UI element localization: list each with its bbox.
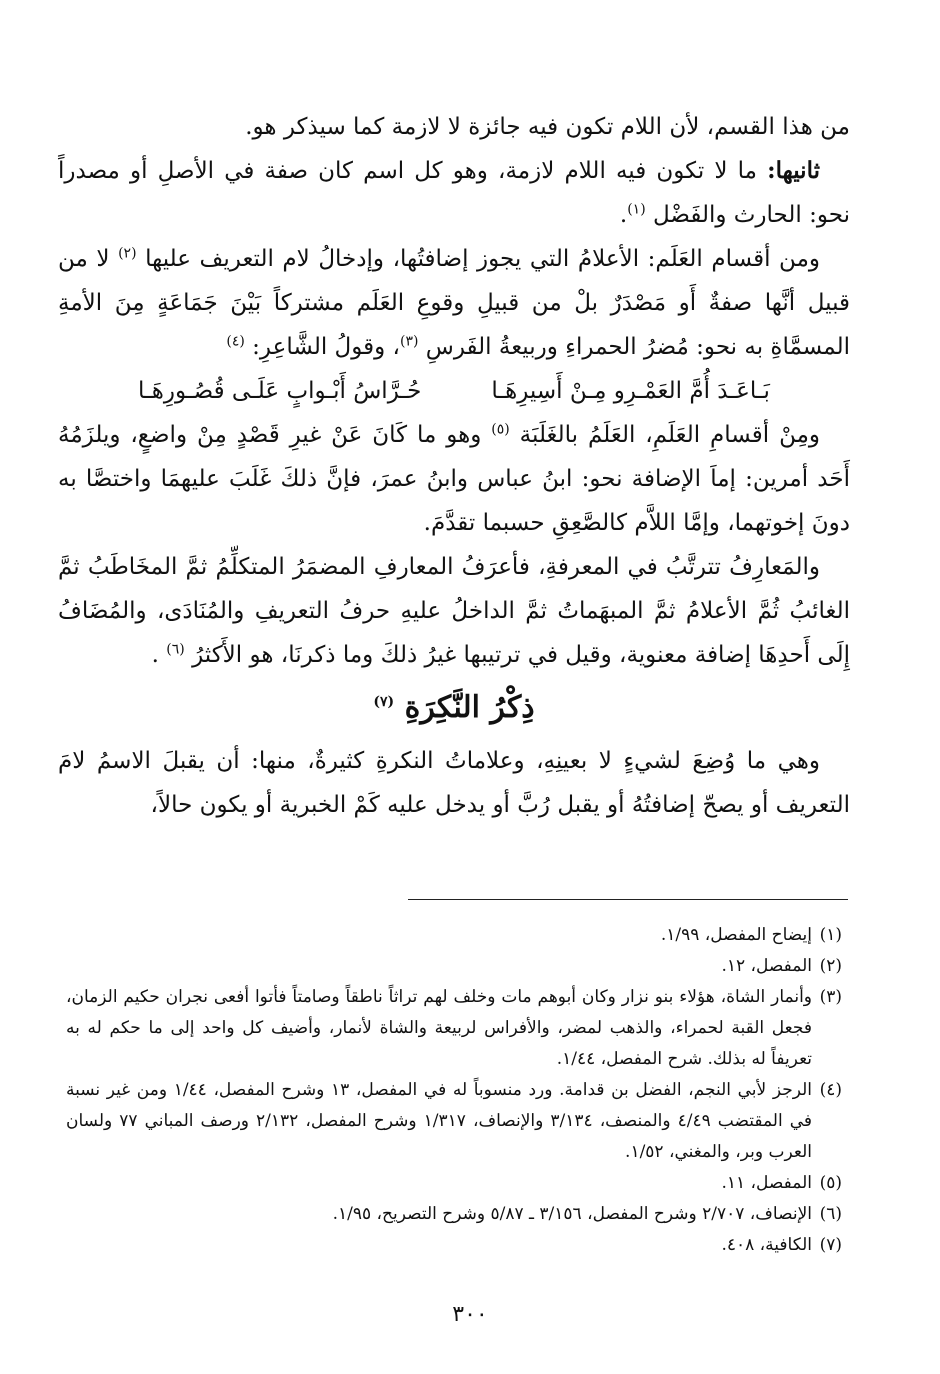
footnote-text: وأنمار الشاة، هؤلاء بنو نزار وكان أبوهم مات وخلف لهم تراثاً ناطقاً وصامتاً فأتوا أفعى نجران حكيم الزمان، فجعل القبة لحمراء، والذهب لمضر، والأفراس لربيعة والشاة لأنمار، وأضيف كل واحد إلى ما حكم له به تعريفاً له بذلك. شرح المفصل، ١/٤٤. bbox=[66, 987, 812, 1069]
footnote-text: الكافية، ٤٠٨. bbox=[721, 1235, 812, 1255]
section-heading bbox=[58, 677, 850, 739]
footnote-ref-5: (٥) bbox=[491, 421, 510, 438]
footnote-ref-3: (٣) bbox=[399, 333, 419, 350]
footnote-number: (٥) bbox=[819, 1173, 842, 1193]
paragraph-1 bbox=[58, 105, 850, 149]
footnotes bbox=[66, 920, 842, 1261]
paragraph-3-text-a: ومن أقسام العَلَم: الأعلامُ التي يجوز إضافتُها، وإدخالُ لام التعريف عليها bbox=[145, 246, 820, 272]
footnote-number: (٧) bbox=[819, 1235, 842, 1255]
paragraph-5-end: . bbox=[151, 642, 159, 668]
page-number: ٣٠٠ bbox=[452, 1302, 488, 1327]
verse-first-hemistich: بَـاعَـدَ أُمَّ العَمْـرِو مِـنْ أَسِيرِهَـا bbox=[491, 378, 770, 404]
paragraph-6 bbox=[58, 739, 850, 827]
paragraph-3 bbox=[58, 237, 850, 369]
footnote-5 bbox=[66, 1168, 842, 1199]
paragraph-4 bbox=[58, 413, 850, 545]
footnote-ref-2: (٢) bbox=[118, 245, 137, 262]
paragraph-3-text-c: ، وقولُ الشَّاعِرِ: bbox=[252, 334, 400, 360]
footnote-ref-7: (٧) bbox=[373, 694, 395, 710]
footnote-number: (٦) bbox=[819, 1204, 842, 1224]
footnote-3 bbox=[66, 982, 842, 1075]
footnote-number: (٢) bbox=[819, 956, 842, 976]
paragraph-6-text: وهي ما وُضِعَ لشيءٍ لا بعينِهِ، وعلاماتُ النكرةِ كثيرةٌ، منها: أن يقبلَ الاسمُ لامَ التعريف أو يصحّ إضافتُهُ أو يقبل رُبَّ أو يدخل عليه كَمْ الخبرية أو يكون حالاً، bbox=[58, 748, 850, 818]
paragraph-2-text: ما لا تكون فيه اللام لازمة، وهو كل اسم كان صفة في الأصلِ أو مصدراً نحو: الحارث والفَضْل bbox=[58, 158, 850, 228]
verse-second-hemistich: حُـرَّاسُ أَبْـوابٍ عَلَـى قُصُـورِهَـا bbox=[138, 378, 422, 404]
footnote-text: الإنصاف، ٢/٧٠٧ وشرح المفصل، ٣/١٥٦ ـ ٥/٨٧ وشرح التصريح، ١/٩٥. bbox=[332, 1204, 812, 1224]
footnote-number: (٣) bbox=[819, 987, 842, 1007]
paragraph-5-text: والمَعارِفُ تترتَّبُ في المعرفةِ، فأعرَفُ المعارفِ المضمَرُ المتكلِّمُ ثمَّ المخَاطَبُ ثمَّ الغائبُ ثُمَّ الأعلامُ ثمَّ المبهَماتُ ثمَّ الداخلُ عليهِ حرفُ التعريفِ والمُنَادَى، والمُضَافُ إِلَى أَحدِهَا إضافة معنوية، وقيل في ترتيبها غيرُ ذلكَ وما ذكرنَا، هو الأَكثرُ bbox=[58, 554, 850, 668]
footnote-text: المفصل، ١١. bbox=[721, 1173, 812, 1193]
footnote-text: إيضاح المفصل، ١/٩٩. bbox=[660, 925, 812, 945]
footnote-text: المفصل، ١٢. bbox=[721, 956, 812, 976]
footnote-ref-6: (٦) bbox=[166, 641, 185, 658]
footnote-1 bbox=[66, 920, 842, 951]
footnote-2 bbox=[66, 951, 842, 982]
footnote-number: (١) bbox=[819, 925, 842, 945]
footnote-number: (٤) bbox=[819, 1080, 842, 1100]
footnote-ref-4: (٤) bbox=[226, 333, 245, 350]
paragraph-3-text-b: لا من قبيل أنَّها صفةٌ أَو مَصْدَرٌ بلْ من قبيلِ وقوعِ العَلَم مشتركاً بَيْنَ جَمَاعَةٍ مِنَ الأمةِ المسمَّاةِ به نحو: مُضرُ الحمراءِ وربيعةُ الفَرسِ bbox=[58, 246, 850, 360]
paragraph-2: ثانيها: ما لا تكون فيه اللام لازمة، وهو كل اسم كان صفة في الأصلِ أو مصدراً نحو: الحارث والفَضْل $^{(١)}$. bbox=[58, 157, 850, 228]
paragraph-1-text: من هذا القسم، لأن اللام تكون فيه جائزة لا لازمة كما سيذكر هو. bbox=[245, 114, 850, 140]
footnote-6 bbox=[66, 1199, 842, 1230]
main-text bbox=[58, 105, 850, 827]
paragraph-4-text-a: ومِنْ أقسامِ العَلَمِ، العَلَمُ بالغَلَبَة bbox=[519, 422, 821, 448]
paragraph-2-lead: ثانيها: bbox=[767, 157, 820, 184]
poetry-verse bbox=[58, 369, 850, 413]
footnote-7 bbox=[66, 1230, 842, 1261]
footnote-ref-1: (١) bbox=[627, 201, 646, 218]
section-heading-text: ذِكْرُ النَّكِرَةِ bbox=[404, 690, 535, 725]
paragraph-5 bbox=[58, 545, 850, 677]
footnote-text: الرجز لأبي النجم، الفضل بن قدامة. ورد منسوباً له في المفصل، ١٣ وشرح المفصل، ١/٤٤ ومن غير نسبة في المقتضب ٤/٤٩ والمنصف، ٣/١٣٤ والإنصاف، ١/٣١٧ وشرح المفصل، ٢/١٣٢ ورصف المباني ٧٧ ولسان العرب وبر، والمغني، ١/٥٢. bbox=[66, 1080, 813, 1162]
footnote-separator bbox=[408, 899, 848, 900]
paragraph-4-text-b: وهو ما كَانَ عَنْ غيرِ قَصْدٍ مِنْ واضعٍ، ويلزَمُهُ أَحَد أمرين: إماَ الإضافة نحو: ابنُ عباس وابنُ عمرَ، فإنَّ ذلكَ غَلَبَ عليهمَا واختصَّا به دونَ إخوتهما، وإمَّا اللاَّم كالصَّعِقِ حسبما تقدَّمَ. bbox=[58, 422, 850, 536]
footnote-4 bbox=[66, 1075, 842, 1168]
